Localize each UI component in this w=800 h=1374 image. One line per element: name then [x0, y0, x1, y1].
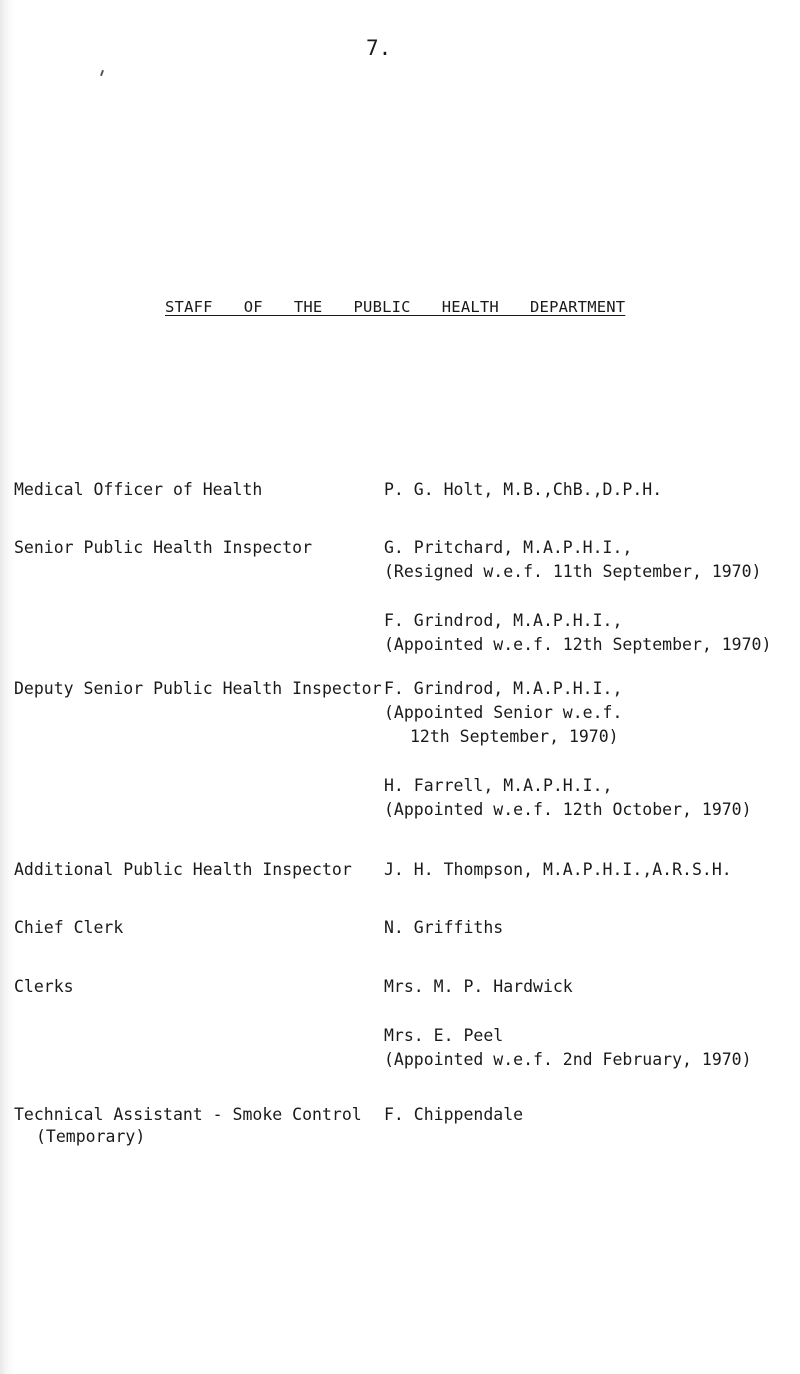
role-label: Technical Assistant - Smoke Control: [14, 1105, 362, 1124]
staff-name: G. Pritchard, M.A.P.H.I.,: [384, 538, 633, 557]
staff-name: Mrs. M. P. Hardwick: [384, 977, 573, 996]
staff-name: Mrs. E. Peel: [384, 1026, 504, 1045]
staff-note: 12th September, 1970): [410, 727, 619, 746]
scan-mark: [100, 70, 104, 76]
page-title: STAFF OF THE PUBLIC HEALTH DEPARTMENT: [165, 298, 626, 316]
staff-name: F. Chippendale: [384, 1105, 524, 1124]
staff-name: F. Grindrod, M.A.P.H.I.,: [384, 611, 623, 630]
staff-note: (Appointed w.e.f. 2nd February, 1970): [384, 1050, 752, 1069]
role-label-qualifier: (Temporary): [36, 1127, 146, 1146]
staff-name: J. H. Thompson, M.A.P.H.I.,A.R.S.H.: [384, 860, 732, 879]
page-number: 7.: [366, 36, 392, 60]
role-label: Additional Public Health Inspector: [14, 860, 352, 879]
staff-name: N. Griffiths: [384, 918, 504, 937]
staff-name: P. G. Holt, M.B.,ChB.,D.P.H.: [384, 480, 663, 499]
role-label: Chief Clerk: [14, 918, 124, 937]
staff-note: (Appointed Senior w.e.f.: [384, 703, 623, 722]
staff-name: H. Farrell, M.A.P.H.I.,: [384, 776, 613, 795]
staff-name: F. Grindrod, M.A.P.H.I.,: [384, 679, 623, 698]
role-label: Deputy Senior Public Health Inspector: [14, 679, 382, 698]
staff-note: (Resigned w.e.f. 11th September, 1970): [384, 562, 762, 581]
role-label: Senior Public Health Inspector: [14, 538, 313, 557]
role-label: Medical Officer of Health: [14, 480, 263, 499]
role-label: Clerks: [14, 977, 74, 996]
staff-note: (Appointed w.e.f. 12th October, 1970): [384, 800, 752, 819]
staff-note: (Appointed w.e.f. 12th September, 1970): [384, 635, 772, 654]
